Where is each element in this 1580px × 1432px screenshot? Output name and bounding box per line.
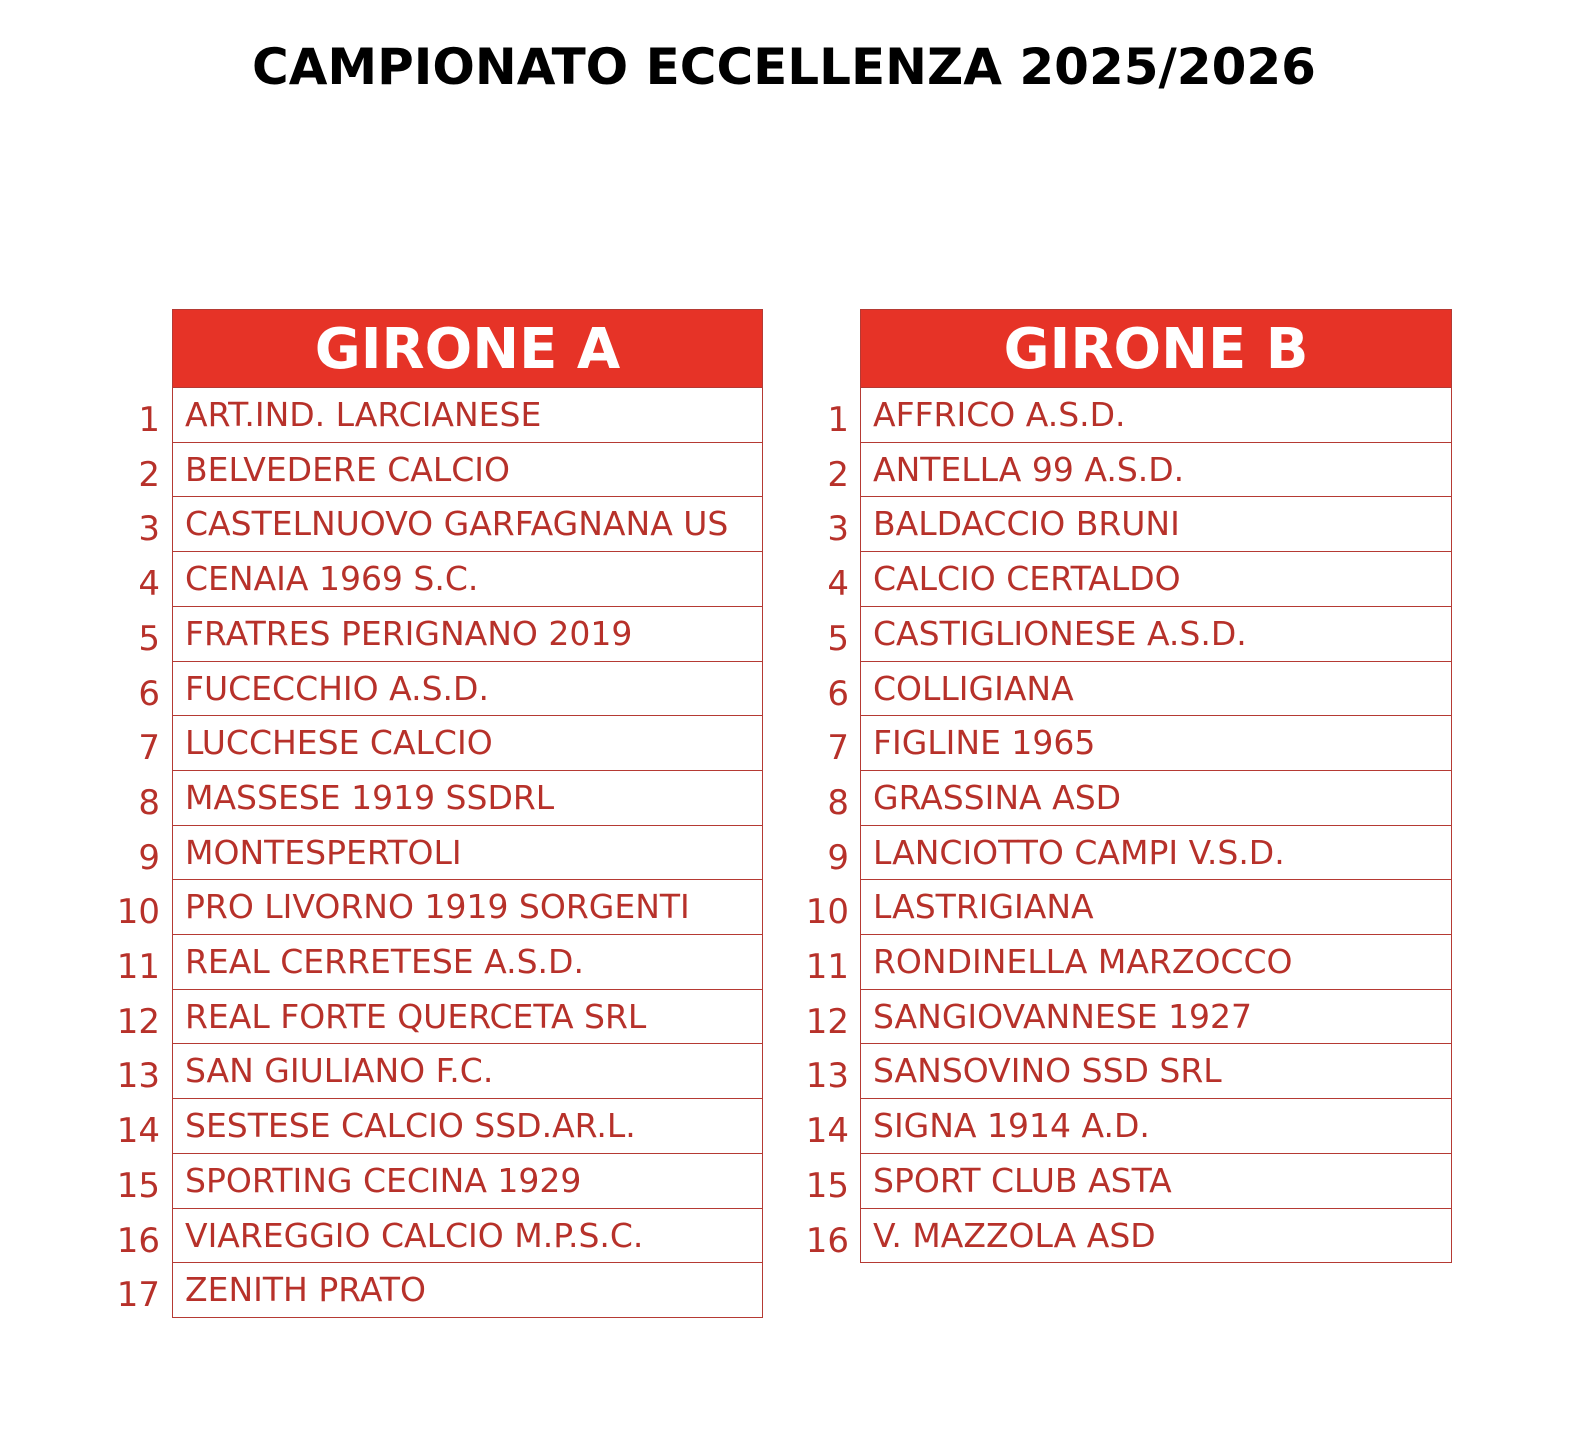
team-position: 9 [138, 838, 160, 878]
team-name: AFFRICO A.S.D. [860, 388, 1452, 443]
team-name: BALDACCIO BRUNI [860, 497, 1452, 552]
team-name: CALCIO CERTALDO [860, 552, 1452, 607]
team-position: 6 [827, 674, 849, 714]
team-row [0, 552, 1580, 607]
team-position: 7 [827, 728, 849, 768]
team-row [0, 1263, 1580, 1318]
team-row [0, 388, 1580, 443]
team-name: SAN GIULIANO F.C. [172, 1044, 763, 1099]
team-name: BELVEDERE CALCIO [172, 443, 763, 497]
team-position: 15 [116, 1166, 160, 1206]
team-row [0, 880, 1580, 935]
team-row [0, 443, 1580, 498]
team-row [0, 1044, 1580, 1099]
team-name: V. MAZZOLA ASD [860, 1209, 1452, 1263]
team-position: 4 [827, 564, 849, 604]
team-position: 8 [138, 783, 160, 823]
team-name: PRO LIVORNO 1919 SORGENTI [172, 880, 763, 935]
team-position: 5 [138, 619, 160, 659]
team-name: MONTESPERTOLI [172, 826, 763, 880]
team-position: 11 [116, 947, 160, 987]
team-position: 16 [116, 1221, 160, 1261]
team-position: 13 [116, 1056, 160, 1096]
team-name: LUCCHESE CALCIO [172, 716, 763, 771]
team-name: FRATRES PERIGNANO 2019 [172, 607, 763, 662]
team-name: ANTELLA 99 A.S.D. [860, 443, 1452, 497]
team-position: 4 [138, 564, 160, 604]
team-name: LANCIOTTO CAMPI V.S.D. [860, 826, 1452, 880]
team-name: SESTESE CALCIO SSD.AR.L. [172, 1099, 763, 1154]
team-position: 16 [805, 1221, 849, 1261]
team-position: 10 [805, 892, 849, 932]
group-a-header: GIRONE A [172, 309, 763, 388]
team-row [0, 607, 1580, 662]
team-name: SIGNA 1914 A.D. [860, 1099, 1452, 1154]
team-position: 1 [138, 400, 160, 440]
team-name: FIGLINE 1965 [860, 716, 1452, 771]
team-row [0, 662, 1580, 717]
team-position: 13 [805, 1056, 849, 1096]
team-name: SPORT CLUB ASTA [860, 1154, 1452, 1209]
team-row [0, 826, 1580, 881]
team-position: 15 [805, 1166, 849, 1206]
team-row [0, 1099, 1580, 1154]
team-row [0, 1209, 1580, 1264]
team-position: 5 [827, 619, 849, 659]
team-name: FUCECCHIO A.S.D. [172, 662, 763, 716]
team-name: LASTRIGIANA [860, 880, 1452, 935]
team-row [0, 716, 1580, 771]
team-name: ART.IND. LARCIANESE [172, 388, 763, 443]
team-position: 1 [827, 400, 849, 440]
team-position: 3 [827, 509, 849, 549]
team-position: 2 [138, 455, 160, 495]
team-row [0, 990, 1580, 1045]
team-name: VIAREGGIO CALCIO M.P.S.C. [172, 1209, 763, 1263]
team-name: COLLIGIANA [860, 662, 1452, 716]
team-name: ZENITH PRATO [172, 1263, 763, 1318]
team-position: 11 [805, 947, 849, 987]
page-title-text: CAMPIONATO ECCELLENZA 2025/2026 [252, 38, 1316, 96]
team-position: 3 [138, 509, 160, 549]
team-name: GRASSINA ASD [860, 771, 1452, 826]
team-row [0, 771, 1580, 826]
team-name: SPORTING CECINA 1929 [172, 1154, 763, 1209]
team-row [0, 1154, 1580, 1209]
team-position: 6 [138, 674, 160, 714]
team-position: 12 [116, 1002, 160, 1042]
team-name: RONDINELLA MARZOCCO [860, 935, 1452, 990]
team-position: 17 [116, 1275, 160, 1315]
team-position: 2 [827, 455, 849, 495]
team-position: 9 [827, 838, 849, 878]
team-name: SANSOVINO SSD SRL [860, 1044, 1452, 1099]
team-name: SANGIOVANNESE 1927 [860, 990, 1452, 1044]
team-row [0, 935, 1580, 990]
team-position: 8 [827, 783, 849, 823]
team-name: CASTELNUOVO GARFAGNANA US [172, 497, 763, 552]
team-name: REAL CERRETESE A.S.D. [172, 935, 763, 990]
team-position: 14 [116, 1111, 160, 1151]
team-row [0, 497, 1580, 552]
team-position: 7 [138, 728, 160, 768]
team-name: CENAIA 1969 S.C. [172, 552, 763, 607]
team-position: 12 [805, 1002, 849, 1042]
team-name: REAL FORTE QUERCETA SRL [172, 990, 763, 1044]
team-name: CASTIGLIONESE A.S.D. [860, 607, 1452, 662]
team-position: 10 [116, 892, 160, 932]
page-title [0, 38, 1580, 96]
group-b-header: GIRONE B [860, 309, 1452, 388]
team-name: MASSESE 1919 SSDRL [172, 771, 763, 826]
team-position: 14 [805, 1111, 849, 1151]
